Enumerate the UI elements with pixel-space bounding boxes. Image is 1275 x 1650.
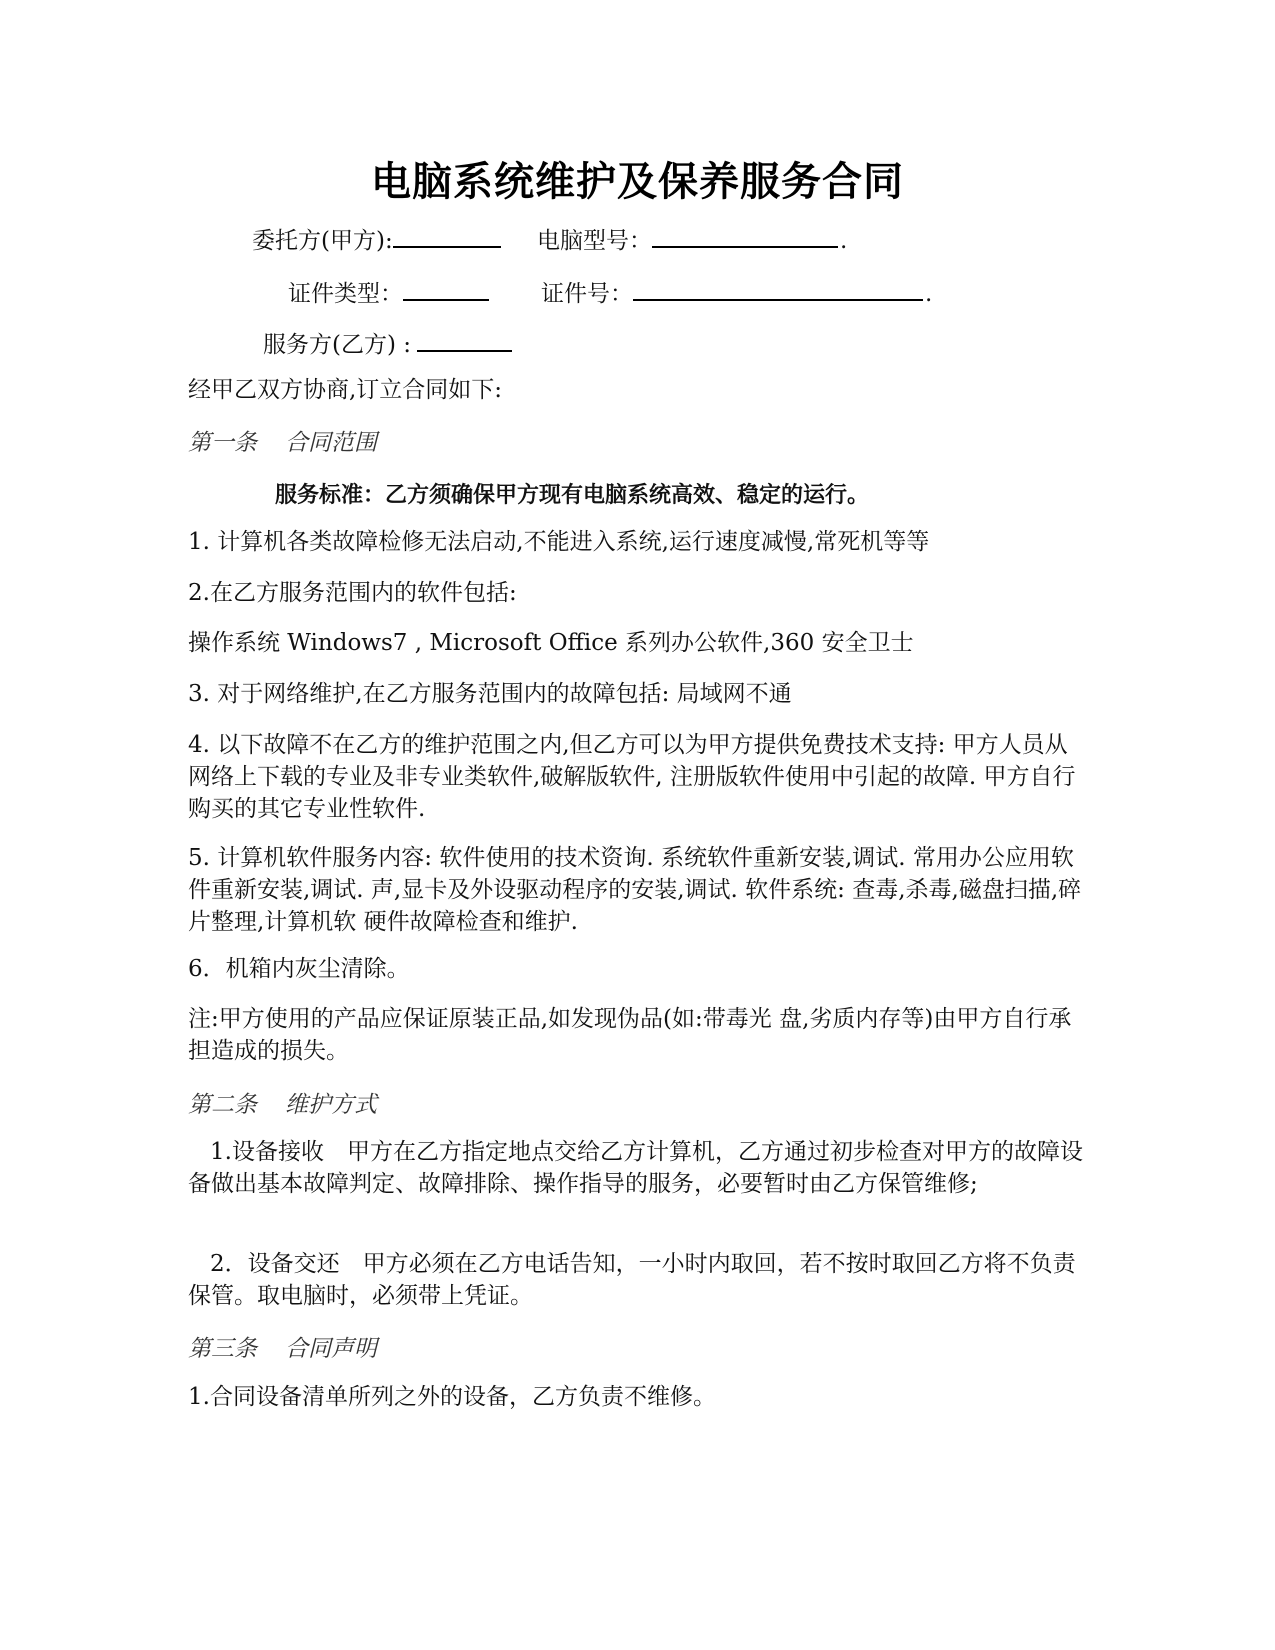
id-number-label: 证件号： [541,281,633,307]
article2-title: 维护方式 [285,1092,377,1118]
article1-number: 第一条 [188,430,257,456]
id-type-label: 证件类型： [288,281,403,307]
article1-title: 合同范围 [285,430,377,456]
computer-model-blank [652,226,838,248]
article2-number: 第二条 [188,1092,257,1118]
client-blank [393,226,501,248]
id-type-blank [403,279,489,301]
period: . [925,281,933,307]
computer-model-label: 电脑型号： [537,228,652,254]
id-number-blank [633,279,923,301]
intro-text: 经甲乙双方协商,订立合同如下: [188,377,503,403]
article2-item-text: 1.设备接收 甲方在乙方指定地点交给乙方计算机，乙方通过初步检查对甲方的故障设备做出基本故障判定、故障排除、操作指导的服务，必要暂时由乙方保管维修; [188,1139,1083,1197]
article1-item: 2.在乙方服务范围内的软件包括: [188,580,517,606]
document-title: 电脑系统维护及保养服务合同 [371,159,904,205]
article2-item [188,1248,1088,1312]
article1-item: 6．机箱内灰尘清除。 [188,956,410,982]
period: . [840,228,848,254]
field-row-id-type [288,275,489,308]
field-row-client [252,222,501,255]
article1-heading [188,424,377,457]
client-label: 委托方(甲方): [252,228,393,254]
article2-item [188,1136,1088,1200]
provider-blank [417,330,512,352]
article3-title: 合同声明 [285,1336,377,1362]
article1-item: 操作系统 Windows7 , Microsoft Office 系列办公软件,360 安全卫士 [188,630,914,656]
field-row-provider [263,326,512,359]
article3-number: 第三条 [188,1336,257,1362]
service-standard: 服务标准：乙方须确保甲方现有电脑系统高效、稳定的运行。 [275,483,870,508]
article1-item: 3. 对于网络维护,在乙方服务范围内的故障包括: 局域网不通 [188,681,792,707]
article1-note: 注:甲方使用的产品应保证原装正品,如发现伪品(如:带毒光 盘,劣质内存等)由甲方自行承担造成的损失。 [188,1006,1072,1064]
article1-item: 5. 计算机软件服务内容: 软件使用的技术资询. 系统软件重新安装,调试. 常用办公应用软件重新安装,调试. 声,显卡及外设驱动程序的安装,调试. 软件系统: 查毒,杀毒,磁盘扫描,碎片整理,计算机软 硬件故障检查和维护. [188,845,1082,935]
article1-item: 4. 以下故障不在乙方的维护范围之内,但乙方可以为甲方提供免费技术支持: 甲方人员从网络上下载的专业及非专业类软件,破解版软件, 注册版软件使用中引起的故障. 甲方自行购买的其它专业性软件. [188,732,1076,822]
article3-item: 1.合同设备清单所列之外的设备，乙方负责不维修。 [188,1384,716,1410]
provider-label: 服务方(乙方) : [263,332,412,358]
field-row-id-number [541,275,932,308]
article1-item: 1. 计算机各类故障检修无法启动,不能进入系统,运行速度减慢,常死机等等 [188,529,930,555]
article2-item-text: 2．设备交还 甲方必须在乙方电话告知，一小时内取回，若不按时取回乙方将不负责保管。取电脑时，必须带上凭证。 [188,1251,1076,1309]
field-row-model [537,222,847,255]
article2-heading [188,1086,377,1119]
article3-heading [188,1330,377,1363]
